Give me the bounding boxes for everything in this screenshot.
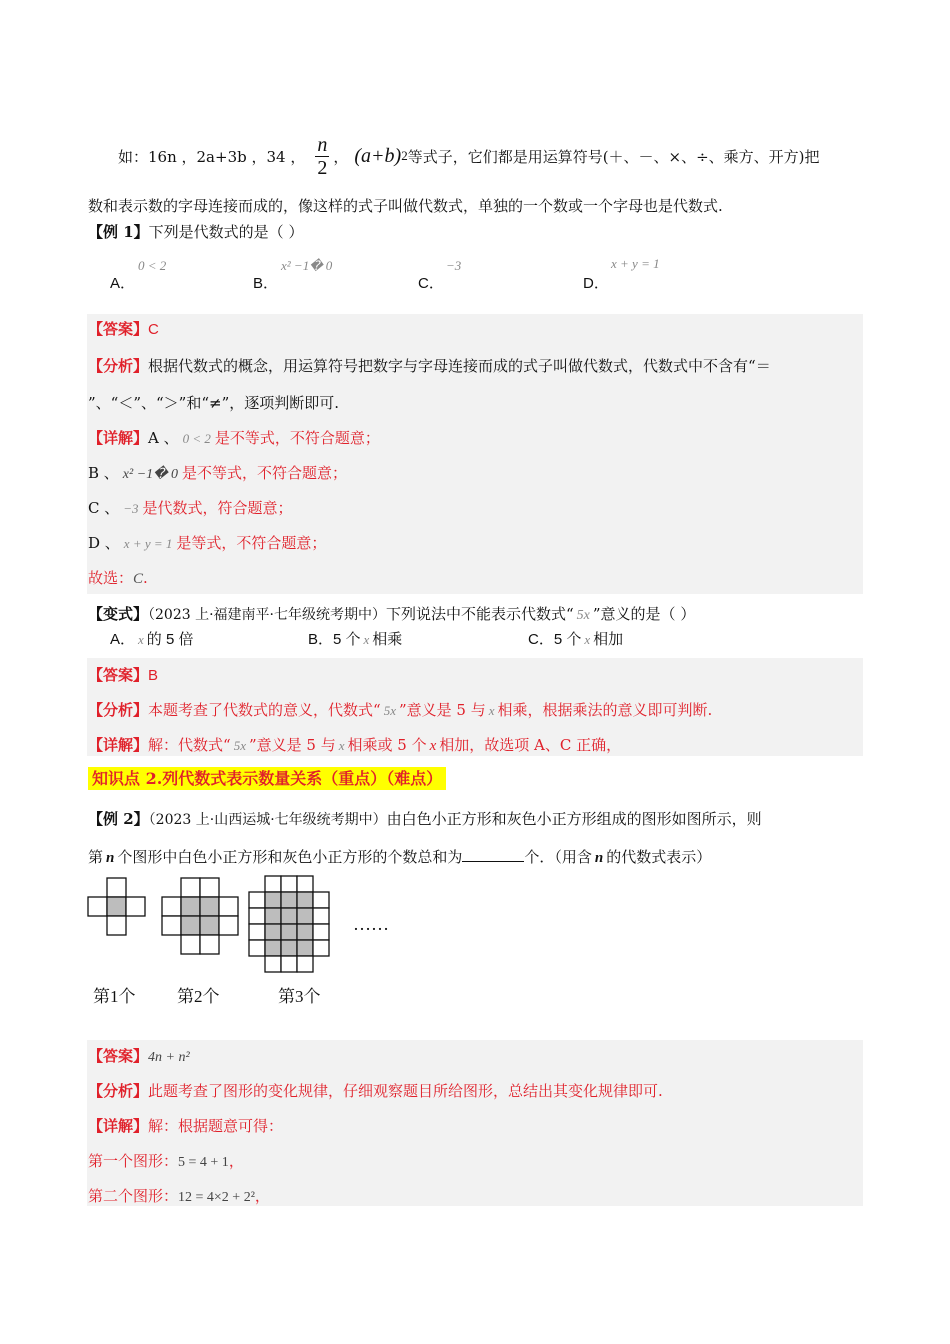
example1-detail-d (88, 532, 326, 553)
intro-line2: 数和表示数的字母连接而成的，像这样的式子叫做代数式，单独的一个数或一个字母也是代数式. (88, 197, 723, 215)
figure-label-3: 第3个 (278, 987, 321, 1006)
detail-text: 是不等式，不符合题意； (214, 429, 380, 447)
option-var: x (138, 632, 144, 647)
detail-text-3: 相乘或 5 个 (347, 736, 427, 754)
fig2-expr: 12 = 4×2 + 2² (178, 1190, 255, 1205)
q2-var: n (106, 850, 115, 866)
intro-prefix: 如：16n ，2a+3b ，34 ， (118, 147, 306, 166)
example2-source: （2023 上·山西运城·七年级统考期中） (148, 812, 387, 828)
detail-prefix: A 、 (148, 429, 179, 447)
example2-analysis (88, 1080, 663, 1101)
detail-text: 解：根据题意可得： (148, 1117, 284, 1135)
example1-question (88, 221, 303, 242)
fraction-n-over-2 (315, 134, 329, 179)
option-letter: B．5 个 (308, 631, 361, 648)
analysis-expr: 5x (383, 703, 396, 718)
variant-answer (88, 664, 158, 685)
answer-blank (462, 847, 524, 862)
analysis-text: 此题考查了图形的变化规律，仔细观察题目所给图形，总结出其变化规律即可. (148, 1082, 663, 1100)
example1-text: 下列是代数式的是（ ） (148, 223, 304, 241)
answer-value: C (148, 321, 159, 338)
q2-prefix: 第 (88, 848, 104, 866)
option-letter: C．5 个 (528, 631, 582, 648)
variant-text: 下列说法中不能表示代数式“ (386, 605, 574, 623)
fig2-end: ， (254, 1187, 270, 1205)
detail-tag: 【详解】 (88, 429, 149, 447)
variant-option-c (528, 628, 623, 649)
example1-detail-a (88, 427, 380, 448)
fig1-expr: 5 = 4 + 1 (178, 1155, 229, 1170)
fig1-label: 第一个图形： (88, 1152, 179, 1170)
option-var: x (363, 632, 370, 647)
detail-text: 是等式，不符合题意； (176, 534, 327, 552)
conclusion-text: 故选： (88, 569, 134, 587)
figure-2 (162, 878, 238, 954)
analysis-tag: 【分析】 (88, 1082, 149, 1100)
figure-ellipsis: …… (353, 914, 389, 934)
white-square (107, 878, 126, 897)
answer-value: B (148, 667, 159, 684)
variant-option-a (110, 628, 193, 649)
analysis-tag: 【分析】 (88, 357, 149, 375)
detail-prefix: D 、 (88, 534, 120, 552)
paren-exponent: 2 (401, 148, 408, 163)
fraction-denominator: 2 (317, 156, 328, 179)
fig2-label: 第二个图形： (88, 1187, 179, 1205)
option-letter: B． (253, 275, 279, 292)
example2-question-1 (88, 808, 762, 829)
detail-text-4: 相加，故选项 A、C 正确， (439, 736, 622, 754)
example1-conclusion (88, 567, 148, 588)
section2-title (88, 766, 446, 789)
example1-detail-c (88, 497, 293, 518)
gray-square (107, 897, 126, 916)
intro-suffix: 等式子，它们都是用运算符号(＋、－、×、÷、乘方、开方)把 (407, 147, 820, 166)
detail-text: 解：代数式“ (148, 736, 231, 754)
intro-comma: ， (333, 147, 349, 166)
analysis-text-3: 相乘，根据乘法的意义即可判断. (497, 701, 713, 719)
example2-fig1 (88, 1150, 244, 1171)
example1-analysis-2: ”、“＜”、“＞”和“≠”，逐项判断即可. (88, 394, 340, 412)
conclusion-value: C (133, 571, 144, 587)
option-letter: C． (418, 275, 444, 292)
variant-option-b (308, 628, 402, 649)
fig1-end: ， (228, 1152, 244, 1170)
option-var: x (584, 632, 591, 647)
example2-tag: 【例 2】 (88, 810, 149, 828)
detail-tag: 【详解】 (88, 736, 149, 754)
variant-expr: 5x (576, 608, 590, 623)
variant-source: （2023 上·福建南平·七年级统考期中） (148, 607, 386, 623)
option-expr: x + y = 1 (611, 256, 660, 271)
detail-expr: −3 (123, 501, 139, 516)
answer-tag: 【答案】 (88, 666, 149, 684)
option-text: 相加 (593, 631, 624, 648)
q2-var2: n (594, 850, 604, 866)
detail-var2: x (429, 738, 437, 754)
example1-tag: 【例 1】 (88, 223, 149, 241)
white-square (107, 916, 126, 935)
example2-detail (88, 1115, 283, 1136)
fraction-numerator: n (317, 133, 328, 156)
option-letter: A． (110, 631, 136, 648)
answer-tag: 【答案】 (88, 1047, 149, 1065)
example2-text: 由白色小正方形和灰色小正方形组成的图形如图所示，则 (386, 810, 762, 828)
detail-expr: 0 < 2 (182, 431, 211, 446)
variant-question (88, 603, 695, 624)
analysis-tag: 【分析】 (88, 701, 149, 719)
answer-tag: 【答案】 (88, 320, 149, 338)
detail-expr: x² −1� 0 (122, 467, 179, 482)
intro-line1 (118, 128, 820, 184)
detail-prefix: B 、 (88, 464, 119, 482)
detail-text: 是代数式，符合题意； (142, 499, 293, 517)
example2-fig2 (88, 1185, 270, 1206)
option-letter: A． (110, 275, 136, 292)
paren-expression: (a+b) (354, 144, 402, 167)
option-expr: x² −1� 0 (281, 258, 333, 273)
variant-detail (88, 734, 621, 755)
white-square (88, 897, 107, 916)
analysis-text: 根据代数式的概念，用运算符号把数字与字母连接而成的式子叫做代数式，代数式中不含有“＝ (148, 357, 771, 375)
option-text: 相乘 (372, 631, 403, 648)
figure-1 (88, 878, 145, 935)
figure-label-2: 第2个 (177, 987, 220, 1006)
variant-tag: 【变式】 (88, 605, 149, 623)
analysis-var: x (488, 703, 495, 718)
option-text: 的 5 倍 (146, 631, 194, 648)
answer-value: 4n + n² (148, 1050, 190, 1065)
detail-expr: 5x (233, 738, 246, 753)
section2-highlight: 知识点 2.列代数式表示数量关系（重点）（难点） (88, 767, 446, 790)
detail-var: x (338, 738, 345, 753)
figure-label-1: 第1个 (93, 987, 136, 1006)
example2-question-2 (88, 846, 711, 867)
q2-mid: 个图形中白色小正方形和灰色小正方形的个数总和为 (117, 848, 463, 866)
detail-text-2: ”意义是 5 与 (248, 736, 336, 754)
detail-tag: 【详解】 (88, 1117, 149, 1135)
q2-tail: 的代数式表示） (606, 848, 712, 866)
pattern-figure (86, 874, 406, 994)
figure-3 (249, 876, 329, 972)
detail-expr: x + y = 1 (123, 536, 173, 551)
example1-answer (88, 318, 159, 339)
example1-analysis-1 (88, 355, 771, 376)
q2-end: 个．（用含 (524, 848, 592, 866)
detail-text: 是不等式，不符合题意； (182, 464, 348, 482)
example2-answer (88, 1045, 190, 1066)
option-expr: −3 (446, 258, 462, 273)
detail-prefix: C 、 (88, 499, 120, 517)
variant-text-end: ”意义的是（ ） (592, 605, 696, 623)
option-expr: 0 < 2 (138, 258, 167, 273)
conclusion-end: . (143, 569, 148, 587)
example1-detail-b (88, 462, 347, 483)
variant-analysis (88, 699, 712, 720)
analysis-text: 本题考查了代数式的意义，代数式“ (148, 701, 381, 719)
analysis-text-2: ”意义是 5 与 (398, 701, 486, 719)
option-letter: D． (583, 275, 609, 292)
white-square (126, 897, 145, 916)
